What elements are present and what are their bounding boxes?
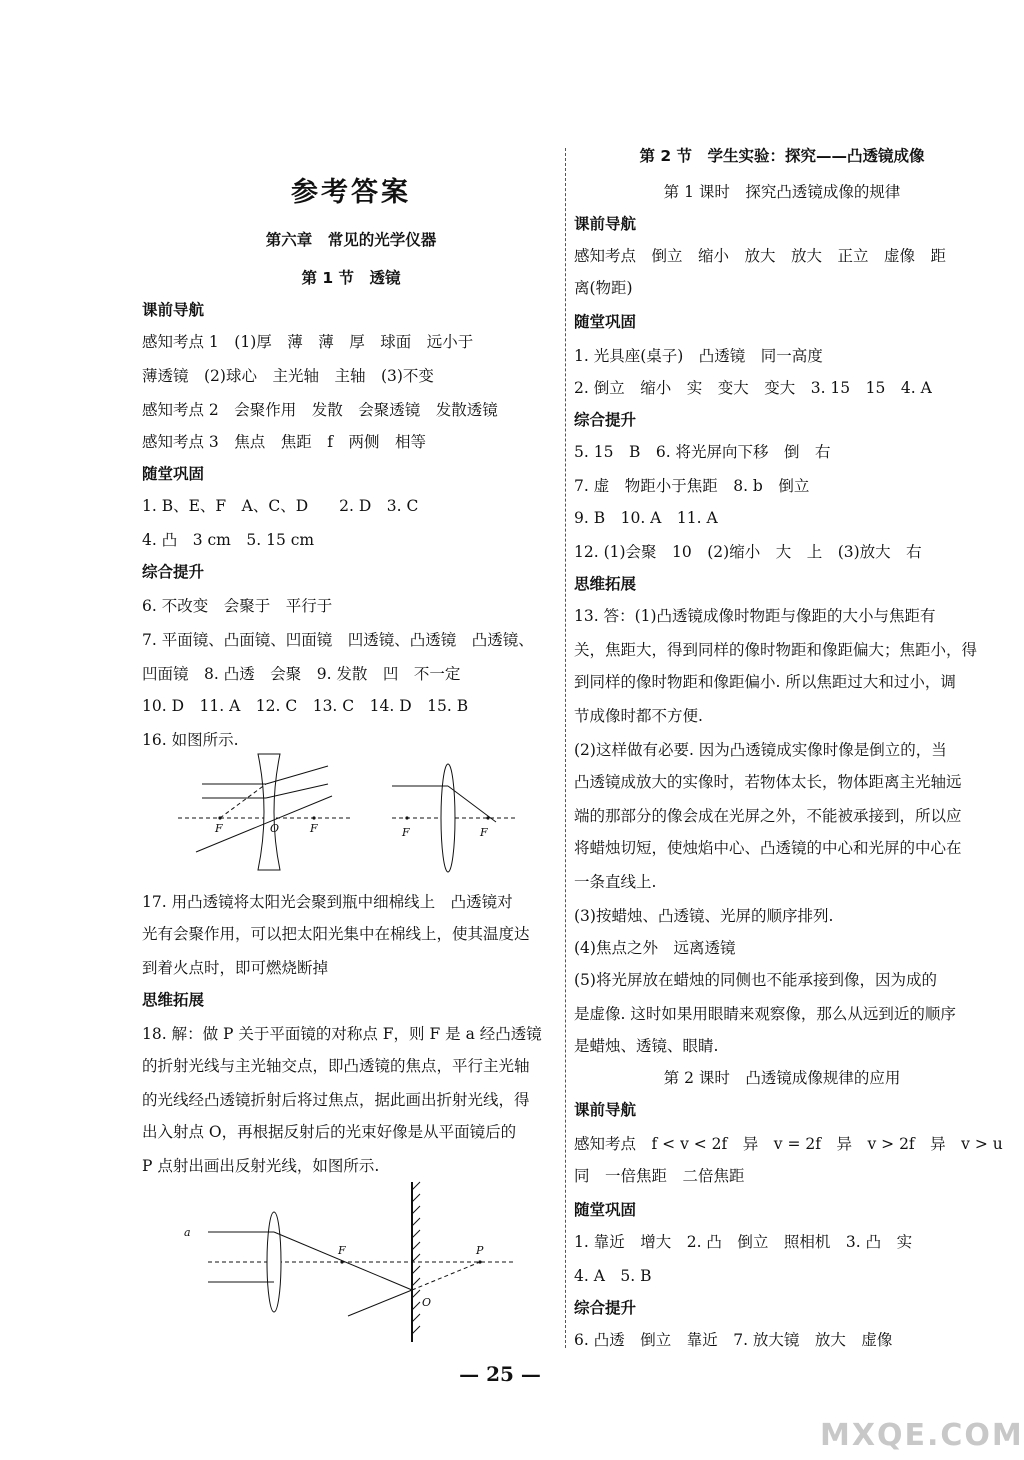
answer-line: 是虚像. 这时如果用眼睛来观察像，那么从远到近的顺序 [574, 1005, 956, 1023]
answer-line: 的光线经凸透镜折射后将过焦点，据此画出折射光线，得 [142, 1091, 530, 1109]
answer-line: 4. 凸 3 cm 5. 15 cm [142, 531, 315, 549]
page-title: 参考答案 [291, 177, 411, 208]
answer-line: 节成像时都不方便. [574, 707, 703, 725]
answer-line: 一条直线上. [574, 873, 657, 891]
answer-line: 18. 解：做 P 关于平面镜的对称点 F，则 F 是 a 经凸透镜 [142, 1025, 542, 1043]
answer-line: 1. 光具座(桌子) 凸透镜 同一高度 [574, 347, 823, 365]
answer-line: 7. 虚 物距小于焦距 8. b 倒立 [574, 477, 810, 495]
page-number: — 25 — [459, 1362, 541, 1386]
answer-line: 离(物距) [574, 279, 633, 297]
section-heading: 综合提升 [142, 563, 205, 581]
answer-line: 到着火点时，即可燃烧断掉 [142, 959, 329, 977]
svg-text:F: F [215, 822, 223, 835]
answer-line: 光有会聚作用，可以把太阳光集中在棉线上，使其温度达 [142, 925, 530, 943]
section-heading: 课前导航 [574, 1101, 637, 1119]
answer-line: (4)焦点之外 远离透镜 [574, 939, 736, 957]
subsection-title: 第 1 课时 探究凸透镜成像的规律 [663, 183, 901, 201]
svg-text:F: F [402, 826, 410, 839]
answer-line: (2)这样做有必要. 因为凸透镜成实像时像是倒立的，当 [574, 741, 947, 759]
subsection-title: 第 2 节 学生实验：探究——凸透镜成像 [639, 147, 925, 165]
answer-line: 同 一倍焦距 二倍焦距 [574, 1167, 745, 1185]
answer-line: 13. 答：(1)凸透镜成像时物距与像距的大小与焦距有 [574, 607, 936, 625]
answer-line: (5)将光屏放在蜡烛的同侧也不能承接到像，因为成的 [574, 971, 937, 989]
answer-line: 凸透镜成放大的实像时，若物体太长，物体距离主光轴远 [574, 773, 962, 791]
svg-text:F: F [338, 1244, 346, 1257]
answer-line: 12. (1)会聚 10 (2)缩小 大 上 (3)放大 右 [574, 543, 922, 561]
answer-line: 9. B 10. A 11. A [574, 509, 718, 527]
answer-line: 将蜡烛切短，使烛焰中心、凸透镜的中心和光屏的中心在 [574, 839, 962, 857]
svg-text:O: O [422, 1296, 432, 1309]
subsection-title: 第 2 课时 凸透镜成像规律的应用 [663, 1069, 901, 1087]
answer-line: 感知考点 f < v < 2f 异 v = 2f 异 v > 2f 异 v > u [574, 1135, 1003, 1153]
figure-16-lens-diagrams [178, 752, 528, 872]
answer-line: 感知考点 1 (1)厚 薄 薄 厚 球面 远小于 [142, 333, 474, 351]
section-heading: 课前导航 [574, 215, 637, 233]
subsection-title: 第 1 节 透镜 [301, 269, 401, 287]
answer-line: P 点射出画出反射光线，如图所示. [142, 1157, 380, 1175]
answer-line: 4. A 5. B [574, 1267, 652, 1285]
answer-line: 10. D 11. A 12. C 13. C 14. D 15. B [142, 697, 469, 715]
figure-18-lens-mirror-diagram [178, 1182, 523, 1347]
answer-line: 5. 15 B 6. 将光屏向下移 倒 右 [574, 443, 831, 461]
answer-line: 是蜡烛、透镜、眼睛. [574, 1037, 719, 1055]
answer-line: 端的那部分的像会成在光屏之外，不能被承接到，所以应 [574, 807, 962, 825]
answer-line: 16. 如图所示. [142, 731, 239, 749]
answer-line: 出入射点 O，再根据反射后的光束好像是从平面镜后的 [142, 1123, 517, 1141]
answer-line: 薄透镜 (2)球心 主光轴 主轴 (3)不变 [142, 367, 434, 385]
svg-text:a: a [184, 1226, 191, 1239]
section-heading: 课前导航 [142, 301, 205, 319]
answer-line: 1. B、E、F A、C、D 2. D 3. C [142, 497, 419, 515]
subsection-title: 第六章 常见的光学仪器 [265, 231, 437, 249]
answer-line: 感知考点 3 焦点 焦距 f 两侧 相等 [142, 433, 427, 451]
column-divider [565, 148, 566, 1348]
answer-line: 的折射光线与主光轴交点，即凸透镜的焦点，平行主光轴 [142, 1057, 530, 1075]
section-heading: 随堂巩固 [574, 1201, 637, 1219]
answer-line: 6. 不改变 会聚于 平行于 [142, 597, 333, 615]
watermark-logo: MXQE.COM [820, 1418, 1024, 1453]
svg-text:O: O [270, 822, 280, 835]
section-heading: 综合提升 [574, 411, 637, 429]
answer-line: (3)按蜡烛、凸透镜、光屏的顺序排列. [574, 907, 834, 925]
section-heading: 随堂巩固 [574, 313, 637, 331]
section-heading: 思维拓展 [142, 991, 205, 1009]
answer-line: 2. 倒立 缩小 实 变大 变大 3. 15 15 4. A [574, 379, 932, 397]
answer-line: 到同样的像时物距和像距偏小. 所以焦距过大和过小，调 [574, 673, 956, 691]
svg-text:P: P [476, 1244, 484, 1257]
section-heading: 随堂巩固 [142, 465, 205, 483]
answer-line: 感知考点 倒立 缩小 放大 放大 正立 虚像 距 [574, 247, 947, 265]
answer-line: 6. 凸透 倒立 靠近 7. 放大镜 放大 虚像 [574, 1331, 893, 1349]
answer-line: 关，焦距大，得到同样的像时物距和像距偏大；焦距小，得 [574, 641, 978, 659]
svg-text:F: F [310, 822, 318, 835]
answer-line: 7. 平面镜、凸面镜、凹面镜 凹透镜、凸透镜 凸透镜、 [142, 631, 534, 649]
answer-line: 凹面镜 8. 凸透 会聚 9. 发散 凹 不一定 [142, 665, 461, 683]
svg-text:F: F [480, 826, 488, 839]
answer-line: 感知考点 2 会聚作用 发散 会聚透镜 发散透镜 [142, 401, 498, 419]
answer-line: 1. 靠近 增大 2. 凸 倒立 照相机 3. 凸 实 [574, 1233, 913, 1251]
answer-line: 17. 用凸透镜将太阳光会聚到瓶中细棉线上 凸透镜对 [142, 893, 513, 911]
section-heading: 思维拓展 [574, 575, 637, 593]
section-heading: 综合提升 [574, 1299, 637, 1317]
